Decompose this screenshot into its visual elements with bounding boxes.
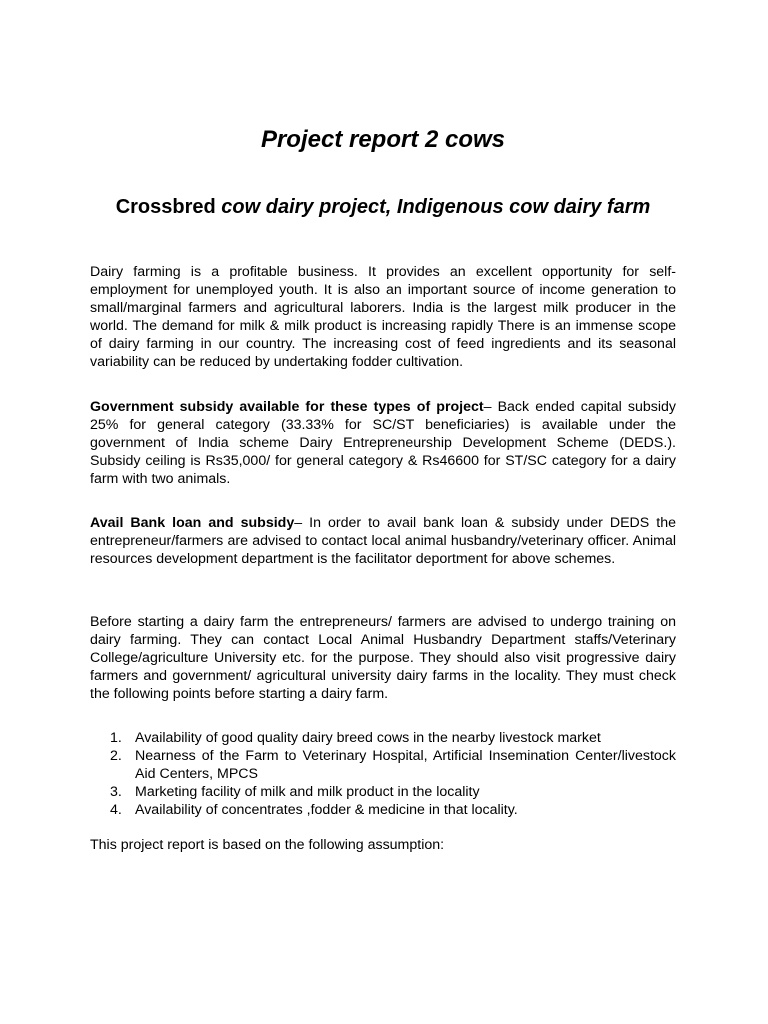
list-item-number: 2. xyxy=(110,748,122,764)
list-item-text: Availability of good quality dairy breed cows in the nearby livestock market xyxy=(135,730,601,746)
subtitle-plain: Crossbred xyxy=(115,196,222,218)
intro-paragraph: Dairy farming is a profitable business. It provides an excellent opportunity for self-employment for unemployed youth. It is also an important source of income generation to small/marginal farmers and agricultural laborers. India is the largest milk producer in the world. The demand for milk & milk product is increasing rapidly There is an immense scope of dairy farming in our country. The increasing cost of feed ingredients and its seasonal variability can be reduced by undertaking fodder cultivation. xyxy=(90,264,676,370)
list-item-text: Marketing facility of milk and milk product in the locality xyxy=(135,784,480,800)
assumption-paragraph: This project report is based on the following assumption: xyxy=(90,837,445,853)
list-item xyxy=(90,783,676,801)
loan-text: – In order to avail bank loan & subsidy under DEDS the entrepreneur/farmers are advised to contact local animal husbandry/veterinary officer. Animal resources development department is the facilitator deportment for above schemes. xyxy=(90,515,677,567)
list-item-number: 4. xyxy=(110,802,122,818)
page-subtitle xyxy=(100,194,666,220)
list-item xyxy=(90,729,676,747)
list-item-number: 3. xyxy=(110,784,122,800)
loan-paragraph xyxy=(90,514,676,568)
loan-heading: Avail Bank loan and subsidy xyxy=(90,515,295,531)
list-item xyxy=(90,747,676,783)
subsidy-paragraph xyxy=(90,398,676,488)
subsidy-text: – Back ended capital subsidy 25% for general category (33.33% for SC/ST beneficiaries) is available under the government of India scheme Dairy Entrepreneurship Development Scheme (DEDS.). Subsidy ceiling is Rs35,000/ for general category & Rs46600 for ST/SC category for a dairy farm with two animals. xyxy=(90,399,676,487)
list-item-text: Nearness of the Farm to Veterinary Hospital, Artificial Insemination Center/livestock Aid Centers, MPCS xyxy=(135,748,676,782)
list-item-text: Availability of concentrates ,fodder & medicine in that locality. xyxy=(135,802,518,818)
page-title: Project report 2 cows xyxy=(260,126,506,153)
checklist xyxy=(90,729,676,819)
list-item xyxy=(90,801,676,819)
subtitle-italic: cow dairy project, Indigenous cow dairy farm xyxy=(221,196,651,218)
training-paragraph: Before starting a dairy farm the entrepreneurs/ farmers are advised to undergo training on dairy farming. They can contact Local Animal Husbandry Department staffs/Veterinary College/agriculture University etc. for the purpose. They should also visit progressive dairy farmers and government/ agricultural university dairy farms in the locality. They must check the following points before starting a dairy farm. xyxy=(90,614,676,702)
list-item-number: 1. xyxy=(110,730,122,746)
subsidy-heading: Government subsidy available for these types of project xyxy=(90,399,484,415)
